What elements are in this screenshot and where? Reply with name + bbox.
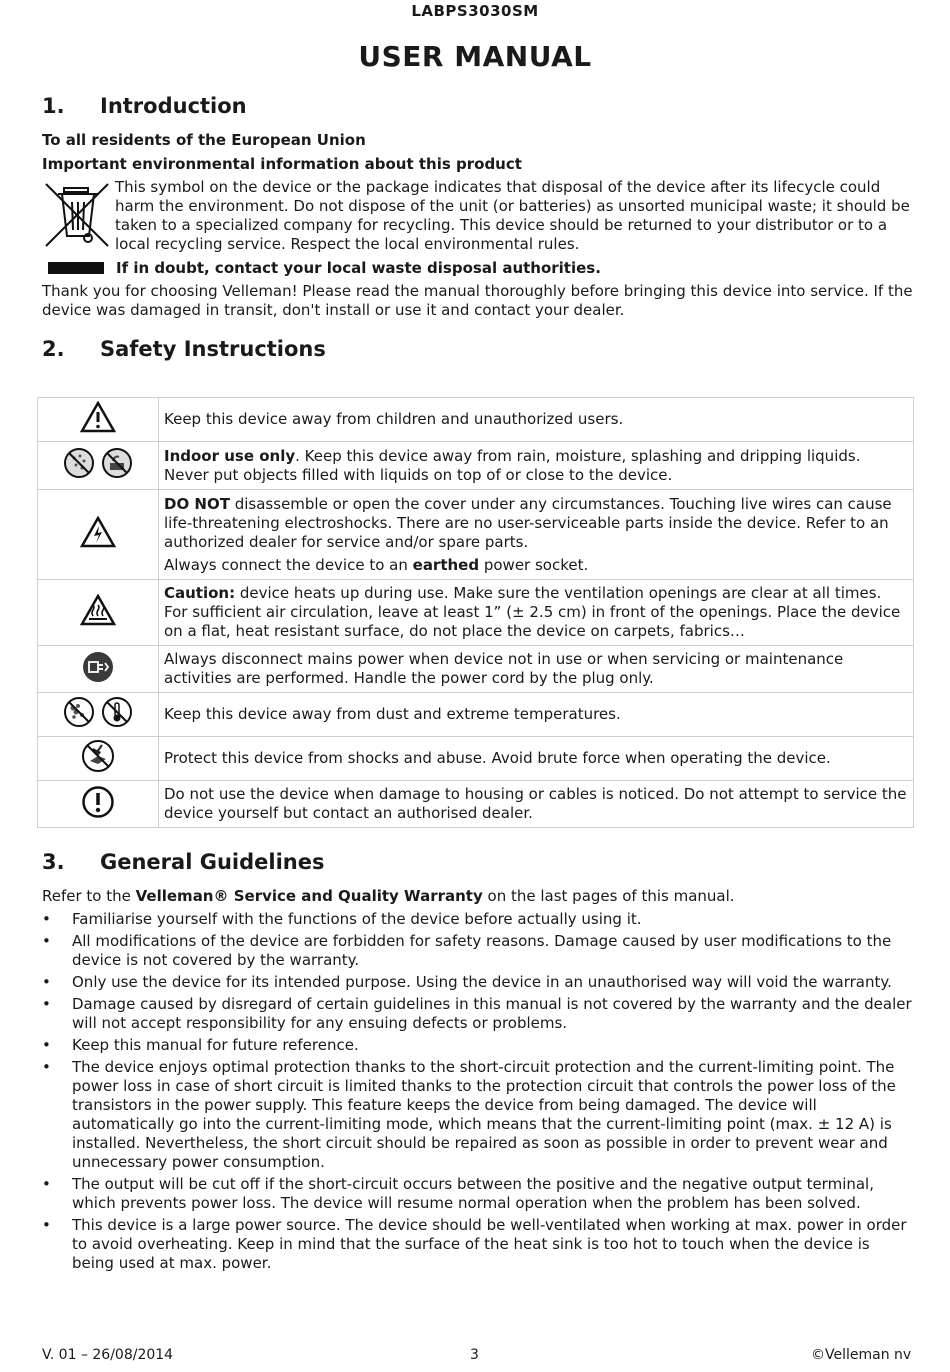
section-number: 2. xyxy=(42,337,65,361)
instruction-text: Keep this device away from children and unauthorized users. xyxy=(164,410,624,428)
text-cell xyxy=(159,781,914,828)
section-1-heading xyxy=(42,94,247,118)
section-number: 1. xyxy=(42,94,65,118)
instruction-text: . Keep this device away from rain, moisture, splashing and dripping liquids. Never put objects filled with liquids on top of or close to the device. xyxy=(164,446,861,484)
table-row xyxy=(38,442,914,490)
icon-cell xyxy=(38,781,159,828)
table-row xyxy=(38,737,914,781)
thank-you-text: Thank you for choosing Velleman! Please read the manual thoroughly before bringing this device into service. If the device was damaged in transit, don't install or use it and contact your dealer. xyxy=(42,282,913,319)
black-bar xyxy=(48,262,104,274)
list-item: • The device enjoys optimal protection thanks to the short-circuit protection and the current-limiting point. The power loss in case of short circuit is limited thanks to the protection circuit that controls the power loss of the transistors in the power supply. This feature keeps the device from being damaged. The device will automatically go into the current-limiting mode, which means that the current-limiting point (max. ± 12 A) is installed. Nevertheless, the short circuit should be repaired as soon as possible in order to prevent wear and unnecessary power consumption. xyxy=(42,1058,912,1172)
list-item: • Damage caused by disregard of certain guidelines in this manual is not covered by the warranty and the dealer will not accept responsibility for any ensuing defects or problems. xyxy=(42,995,912,1033)
warranty-text: on the last pages of this manual. xyxy=(482,887,735,905)
instruction-text: Always disconnect mains power when device not in use or when servicing or maintenance activities are performed. Handle the power cord by the plug only. xyxy=(164,650,844,687)
warning-triangle-icon xyxy=(80,419,116,437)
table-row xyxy=(38,646,914,693)
instruction-text: Keep this device away from dust and extreme temperatures. xyxy=(164,705,621,723)
instruction-text: disassemble or open the cover under any circumstances. Touching live wires can cause life-threatening electroshocks. There are no user-serviceable parts inside the device. Refer to an authorized dealer for service and/or spare parts. xyxy=(164,494,892,551)
table-row xyxy=(38,781,914,828)
electric-shock-icon xyxy=(80,534,116,552)
guidelines-list xyxy=(42,910,912,1276)
text-cell xyxy=(159,580,914,646)
instruction-bold: Caution: xyxy=(164,584,236,602)
page-number: 3 xyxy=(470,1347,479,1363)
text-cell xyxy=(159,398,914,442)
shock-protection-icon xyxy=(81,759,115,777)
instruction-paragraph xyxy=(164,495,909,552)
safety-instructions-table xyxy=(37,397,914,828)
table-row xyxy=(38,490,914,580)
section-title: Safety Instructions xyxy=(100,337,326,361)
instruction-paragraph xyxy=(164,556,909,575)
warranty-reference xyxy=(42,887,735,906)
document-title: USER MANUAL xyxy=(358,40,592,73)
table-row xyxy=(38,580,914,646)
list-item: • Keep this manual for future reference. xyxy=(42,1036,912,1055)
list-item: • This device is a large power source. The device should be well-ventilated when working at max. power in order to avoid overheating. Keep in mind that the surface of the heat sink is too hot to touch when the device is being used at max. power. xyxy=(42,1216,912,1273)
no-dust-icon xyxy=(63,696,95,728)
warranty-text: Refer to the xyxy=(42,887,136,905)
text-cell xyxy=(159,693,914,737)
section-title: Introduction xyxy=(100,94,247,118)
section-title: General Guidelines xyxy=(100,850,325,874)
dust-temperature-icons xyxy=(63,696,133,728)
indoor-use-icons xyxy=(63,447,133,479)
model-number: LABPS3030SM xyxy=(411,2,539,20)
section-3-heading xyxy=(42,850,324,874)
instruction-text: power socket. xyxy=(479,555,589,574)
disconnect-plug-icon xyxy=(81,670,115,688)
icon-cell xyxy=(38,580,159,646)
table-row xyxy=(38,693,914,737)
icon-cell xyxy=(38,693,159,737)
icon-cell xyxy=(38,490,159,580)
instruction-text: Always connect the device to an xyxy=(164,555,413,574)
text-cell xyxy=(159,646,914,693)
no-liquids-icon xyxy=(101,447,133,479)
environmental-text: This symbol on the device or the package indicates that disposal of the device after its lifecycle could harm the environment. Do not dispose of the unit (or batteries) as unsorted municipal waste; it should be taken to a specialized company for recycling. This device should be returned to your distributor or to a local recycling service. Respect the local environmental rules. xyxy=(115,178,910,253)
exclamation-circle-icon xyxy=(81,805,115,823)
text-cell xyxy=(159,442,914,490)
list-item: • Only use the device for its intended purpose. Using the device in an unauthorised way will void the warranty. xyxy=(42,973,912,992)
instruction-text: Do not use the device when damage to housing or cables is noticed. Do not attempt to service the device yourself but contact an authorised dealer. xyxy=(164,785,907,822)
no-extreme-temperature-icon xyxy=(101,696,133,728)
crossed-out-wheelie-bin-icon xyxy=(42,180,112,250)
section-2-heading xyxy=(42,337,326,361)
icon-cell xyxy=(38,646,159,693)
hot-surface-icon xyxy=(80,612,116,630)
text-cell xyxy=(159,490,914,580)
icon-cell xyxy=(38,737,159,781)
copyright: ©Velleman nv xyxy=(811,1347,912,1363)
instruction-text: Protect this device from shocks and abuse. Avoid brute force when operating the device. xyxy=(164,749,831,767)
section-number: 3. xyxy=(42,850,65,874)
instruction-text: device heats up during use. Make sure the ventilation openings are clear at all times. For sufficient air circulation, leave at least 1” (± 2.5 cm) in front of the openings. Place the device on a flat, heat resistant surface, do not place the device on carpets, fabrics… xyxy=(164,584,901,640)
list-item: • All modifications of the device are forbidden for safety reasons. Damage caused by user modifications to the device is not covered by the warranty. xyxy=(42,932,912,970)
table-row xyxy=(38,398,914,442)
instruction-bold: Indoor use only xyxy=(164,446,296,465)
version-date: V. 01 – 26/08/2014 xyxy=(42,1347,174,1363)
instruction-bold: earthed xyxy=(412,555,480,574)
eu-residents-heading: To all residents of the European Union xyxy=(42,131,366,149)
list-item: • Familiarise yourself with the functions of the device before actually using it. xyxy=(42,910,912,929)
text-cell xyxy=(159,737,914,781)
waste-authorities-note: If in doubt, contact your local waste disposal authorities. xyxy=(116,259,601,277)
icon-cell xyxy=(38,442,159,490)
warranty-name: Velleman® Service and Quality Warranty xyxy=(135,887,483,905)
instruction-bold: DO NOT xyxy=(164,494,230,513)
icon-cell xyxy=(38,398,159,442)
list-item: • The output will be cut off if the short-circuit occurs between the positive and the negative output terminal, which prevents power loss. The device will resume normal operation when the problem has been solved. xyxy=(42,1175,912,1213)
environmental-info-heading: Important environmental information about this product xyxy=(42,155,522,173)
no-rain-icon xyxy=(63,447,95,479)
